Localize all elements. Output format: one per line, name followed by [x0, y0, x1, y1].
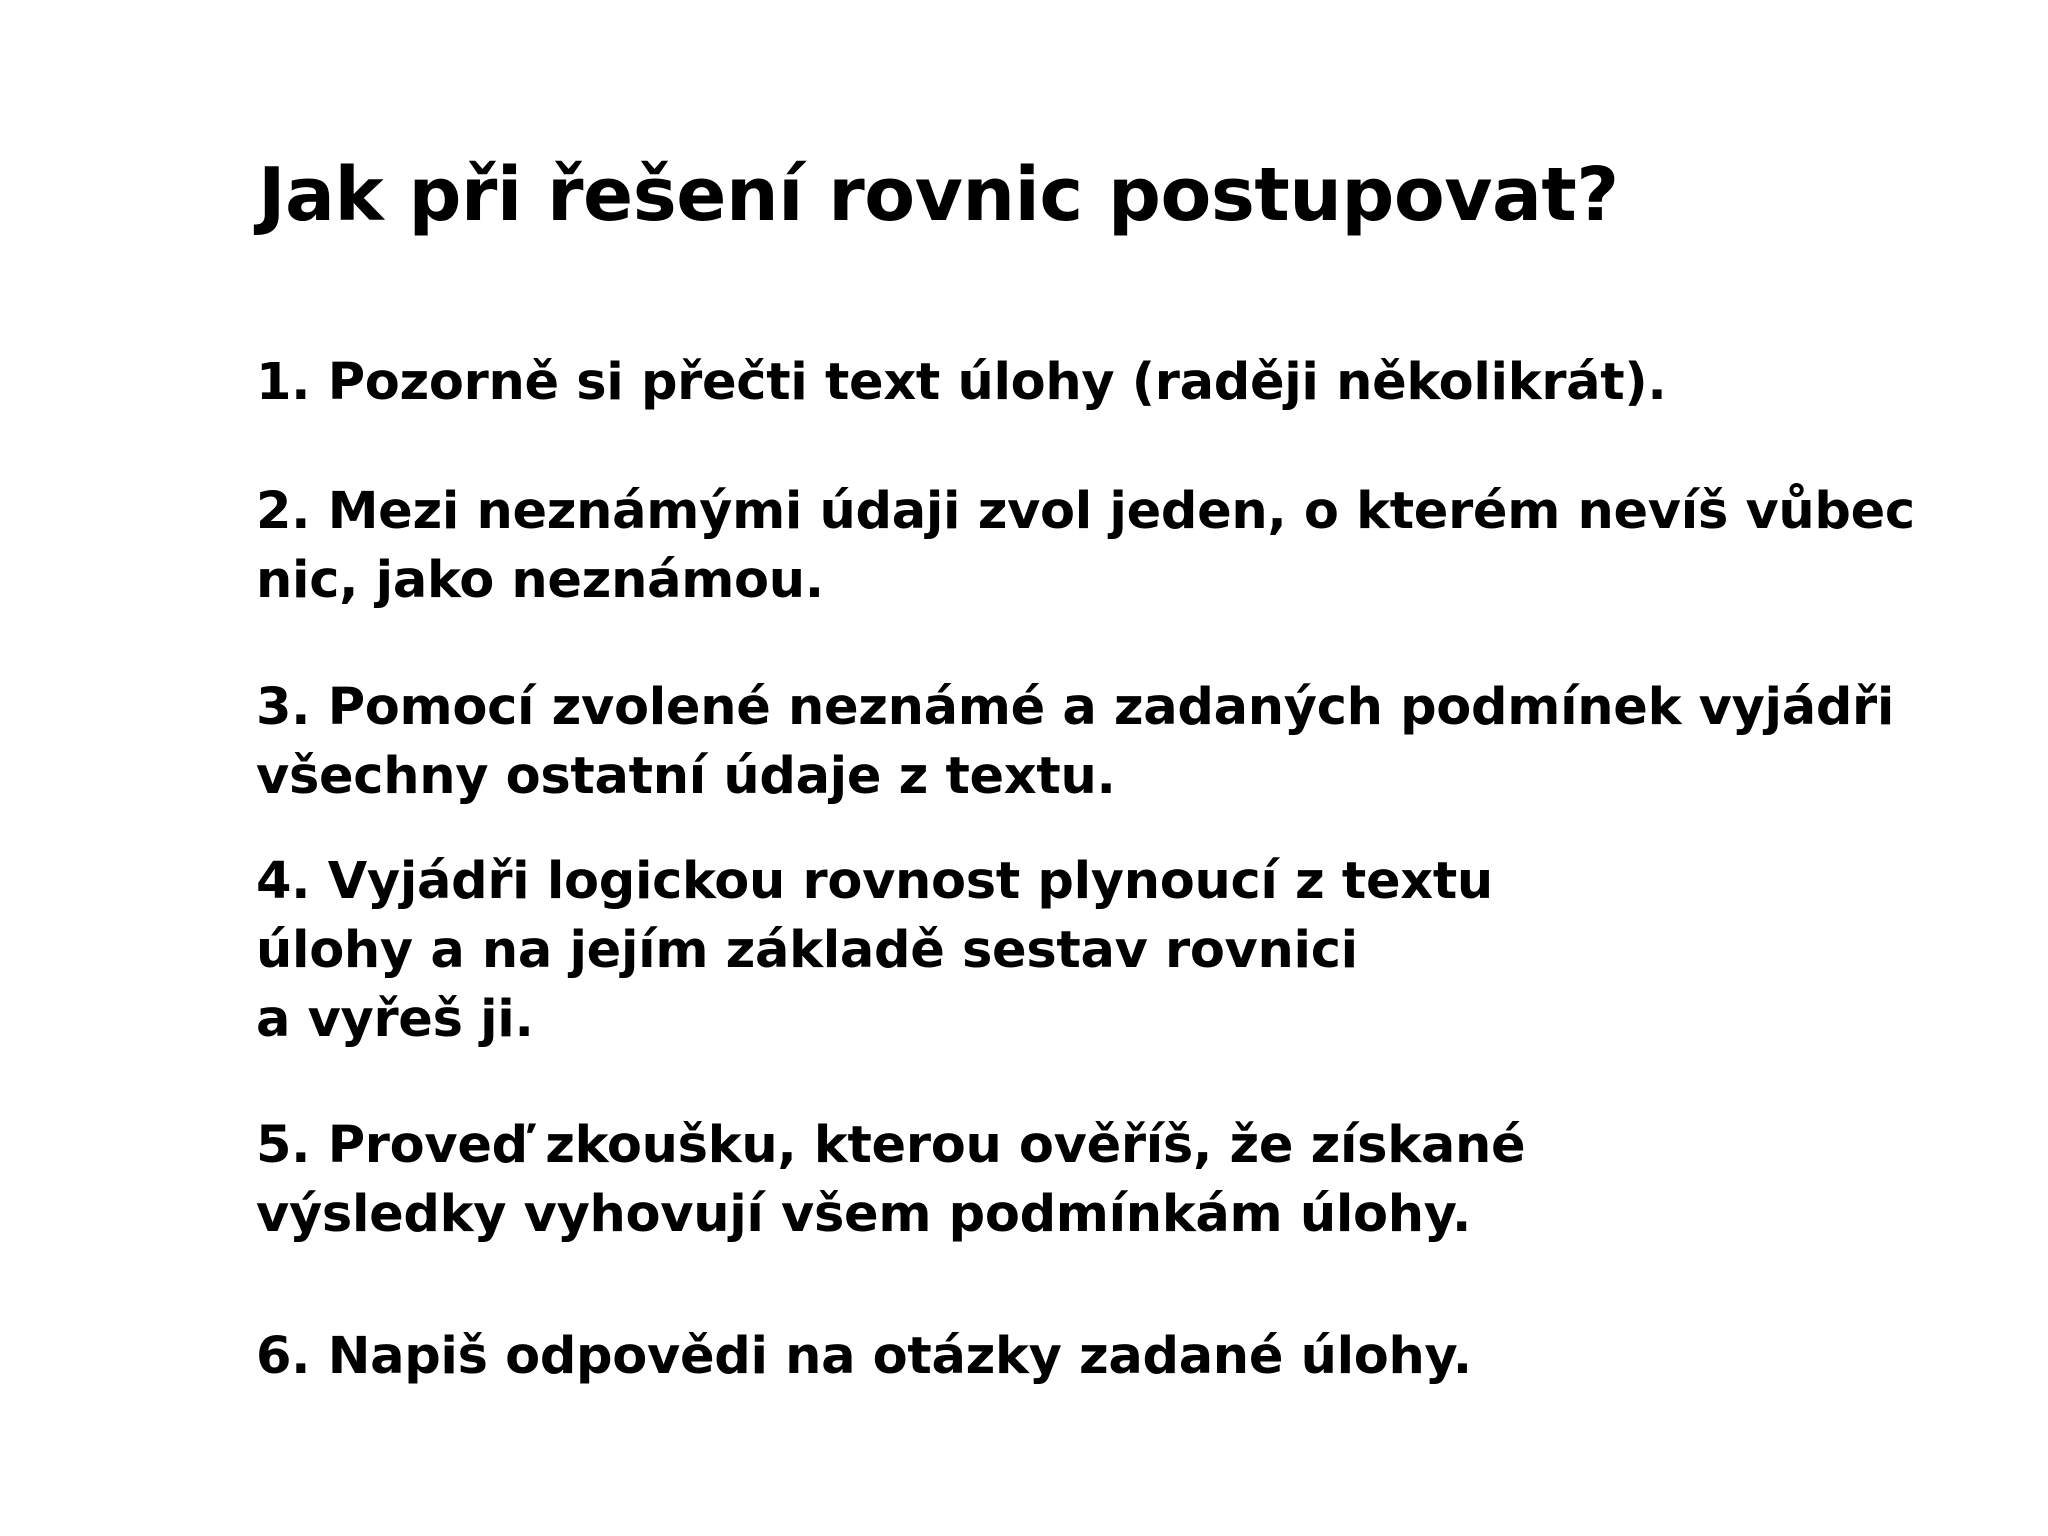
step-3-line-2: všechny ostatní údaje z textu.: [256, 747, 1116, 806]
step-1-line-1: 1. Pozorně si přečti text úlohy (raději několikrát).: [256, 353, 1667, 412]
step-4-line-2: úlohy a na jejím základě sestav rovnici: [256, 921, 1358, 980]
slide-title: Jak při řešení rovnic postupovat?: [258, 152, 1619, 238]
step-2: [256, 477, 1915, 615]
step-4-line-3: a vyřeš ji.: [256, 990, 534, 1049]
step-3: [256, 673, 1894, 811]
step-3-line-1: 3. Pomocí zvolené neznámé a zadaných podmínek vyjádři: [256, 678, 1895, 737]
step-5-line-1: 5. Proveď zkoušku, kterou ověříš, že získané: [256, 1116, 1526, 1175]
step-6-line-1: 6. Napiš odpovědi na otázky zadané úlohy.: [256, 1327, 1472, 1386]
step-2-line-1: 2. Mezi neznámými údaji zvol jeden, o kterém nevíš vůbec: [256, 482, 1915, 541]
step-4: [256, 847, 1493, 1054]
step-5-line-2: výsledky vyhovují všem podmínkám úlohy.: [256, 1185, 1472, 1244]
step-4-line-1: 4. Vyjádři logickou rovnost plynoucí z textu: [256, 852, 1493, 911]
step-1: [256, 348, 1666, 417]
step-6: [256, 1322, 1472, 1391]
step-5: [256, 1111, 1525, 1249]
step-2-line-2: nic, jako neznámou.: [256, 551, 824, 610]
